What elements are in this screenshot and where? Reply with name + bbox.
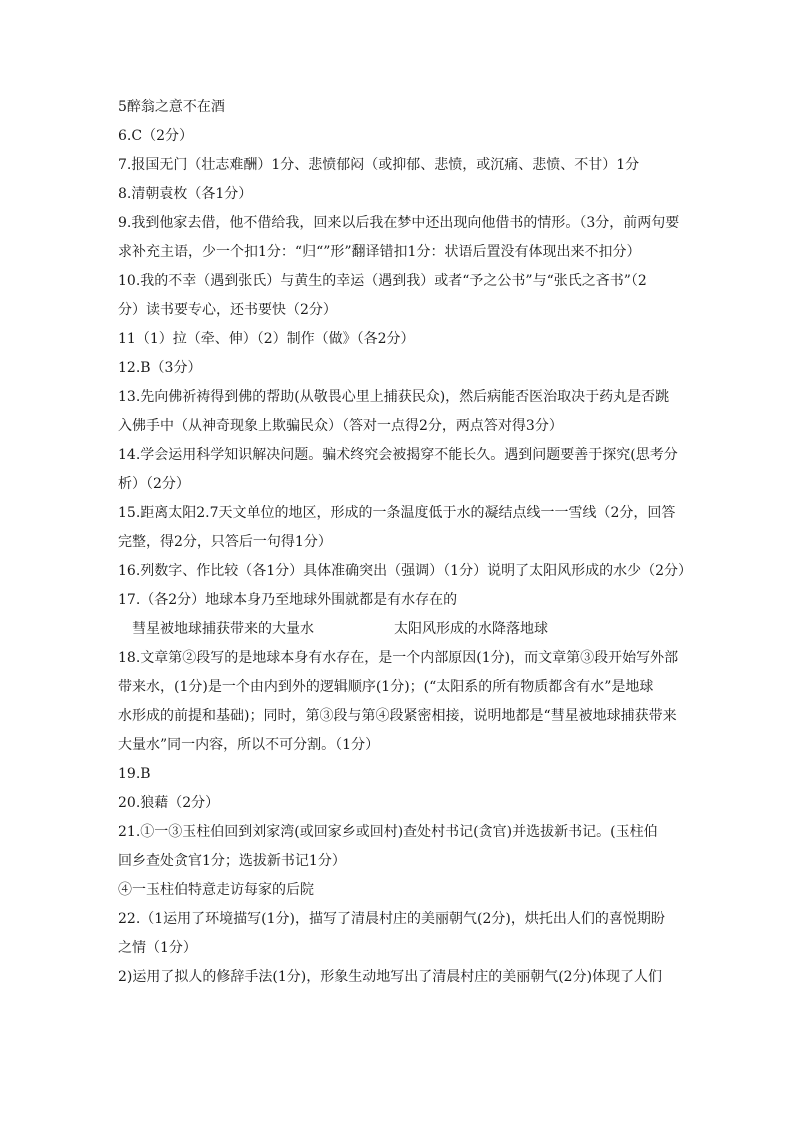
answer-17-right: 太阳风形成的水降落地球	[394, 621, 548, 637]
answer-line-14a: 14.学会运用科学知识解决问题。骗术终究会被揭穿不能长久。遇到问题要善于探究(思考分	[118, 447, 678, 463]
answer-line-18b: 带来水，(1分)是一个由内到外的逻辑顺序(1分)；(“太阳系的所有物质都含有水”是地球	[118, 679, 654, 695]
answer-line-15b: 完整，得2分，只答后一句得1分）	[118, 534, 332, 550]
answer-line-17b	[118, 620, 698, 638]
answer-line-5: 5醉翁之意不在酒	[118, 99, 225, 115]
answer-17-left: 彗星被地球捕获带来的大量水	[132, 621, 314, 637]
answer-line-18c: 水形成的前提和基础)；同时，第③段与第④段紧密相接，说明地都是“彗星被地球捕获带来	[118, 708, 677, 724]
answer-line-13b: 入佛手中（从神奇现象上欺骗民众）（答对一点得2分，两点答对得3分）	[118, 418, 563, 434]
answer-line-18d: 大量水”同一内容，所以不可分割。（1分）	[118, 737, 380, 753]
answer-line-15a: 15.距离太阳2.7天文单位的地区，形成的一条温度低于水的凝结点线一一雪线（2分，回答	[118, 505, 676, 521]
answer-line-10b: 分）读书要专心，还书要快（2分）	[118, 302, 337, 318]
answer-line-21c: ④一玉柱伯特意走访每家的后院	[118, 882, 314, 898]
answer-line-12: 12.B（3分）	[118, 360, 202, 376]
answer-key-page	[118, 98, 698, 986]
answer-line-16: 16.列数字、作比较（各1分）具体准确突出（强调）（1分）说明了太阳风形成的水少（2分）	[118, 563, 692, 579]
answer-line-18a: 18.文章第②段写的是地球本身有水存在，是一个内部原因(1分)，而文章第③段开始写外部	[118, 650, 679, 666]
answer-line-21b: 回乡查处贪官1分；选拔新书记1分）	[118, 853, 346, 869]
answer-line-21a: 21.①一③玉柱伯回到刘家湾(或回家乡或回村)查处村书记(贪官)并选拔新书记。(玉柱伯	[118, 824, 658, 840]
answer-line-8: 8.清朝袁枚（各1分）	[118, 186, 253, 202]
answer-line-6: 6.C（2分）	[118, 128, 193, 144]
answer-line-11: 11（1）拉（牵、伸）（2）制作（做》（各2分）	[118, 331, 415, 347]
answer-line-20: 20.狼藉（2分）	[118, 795, 220, 811]
answer-line-19: 19.B	[118, 766, 151, 782]
answer-line-10a: 10.我的不幸（遇到张氏）与黄生的幸运（遇到我）或者“予之公书”与“张氏之吝书”（2	[118, 273, 647, 289]
answer-line-7: 7.报国无门（壮志难酬）1分、悲愤郁闷（或抑郁、悲愤，或沉痛、悲愤、不甘）1分	[118, 157, 640, 173]
answer-line-14b: 析）（2分）	[118, 476, 190, 492]
answer-line-17a: 17.（各2分）地球本身乃至地球外围就都是有水存在的	[118, 592, 458, 608]
answer-line-13a: 13.先向佛祈祷得到佛的帮助(从敬畏心里上捕获民众)，然后病能否医治取决于药丸是否跳	[118, 389, 670, 405]
answer-line-22c: 2)运用了拟人的修辞手法(1分)，形象生动地写出了清晨村庄的美丽朝气(2分)体现了人们	[118, 969, 663, 985]
answer-line-9a: 9.我到他家去借，他不借给我，回来以后我在梦中还出现向他借书的情形。（3分，前两句要	[118, 215, 680, 231]
answer-line-22a: 22.（1运用了环境描写(1分)，描写了清晨村庄的美丽朝气(2分)，烘托出人们的喜悦期盼	[118, 911, 665, 927]
answer-line-22b: 之情（1分）	[118, 940, 197, 956]
answer-line-9b: 求补充主语，少一个扣1分：“归“”形”翻译错扣1分：状语后置没有体现出来不扣分）	[118, 244, 641, 260]
